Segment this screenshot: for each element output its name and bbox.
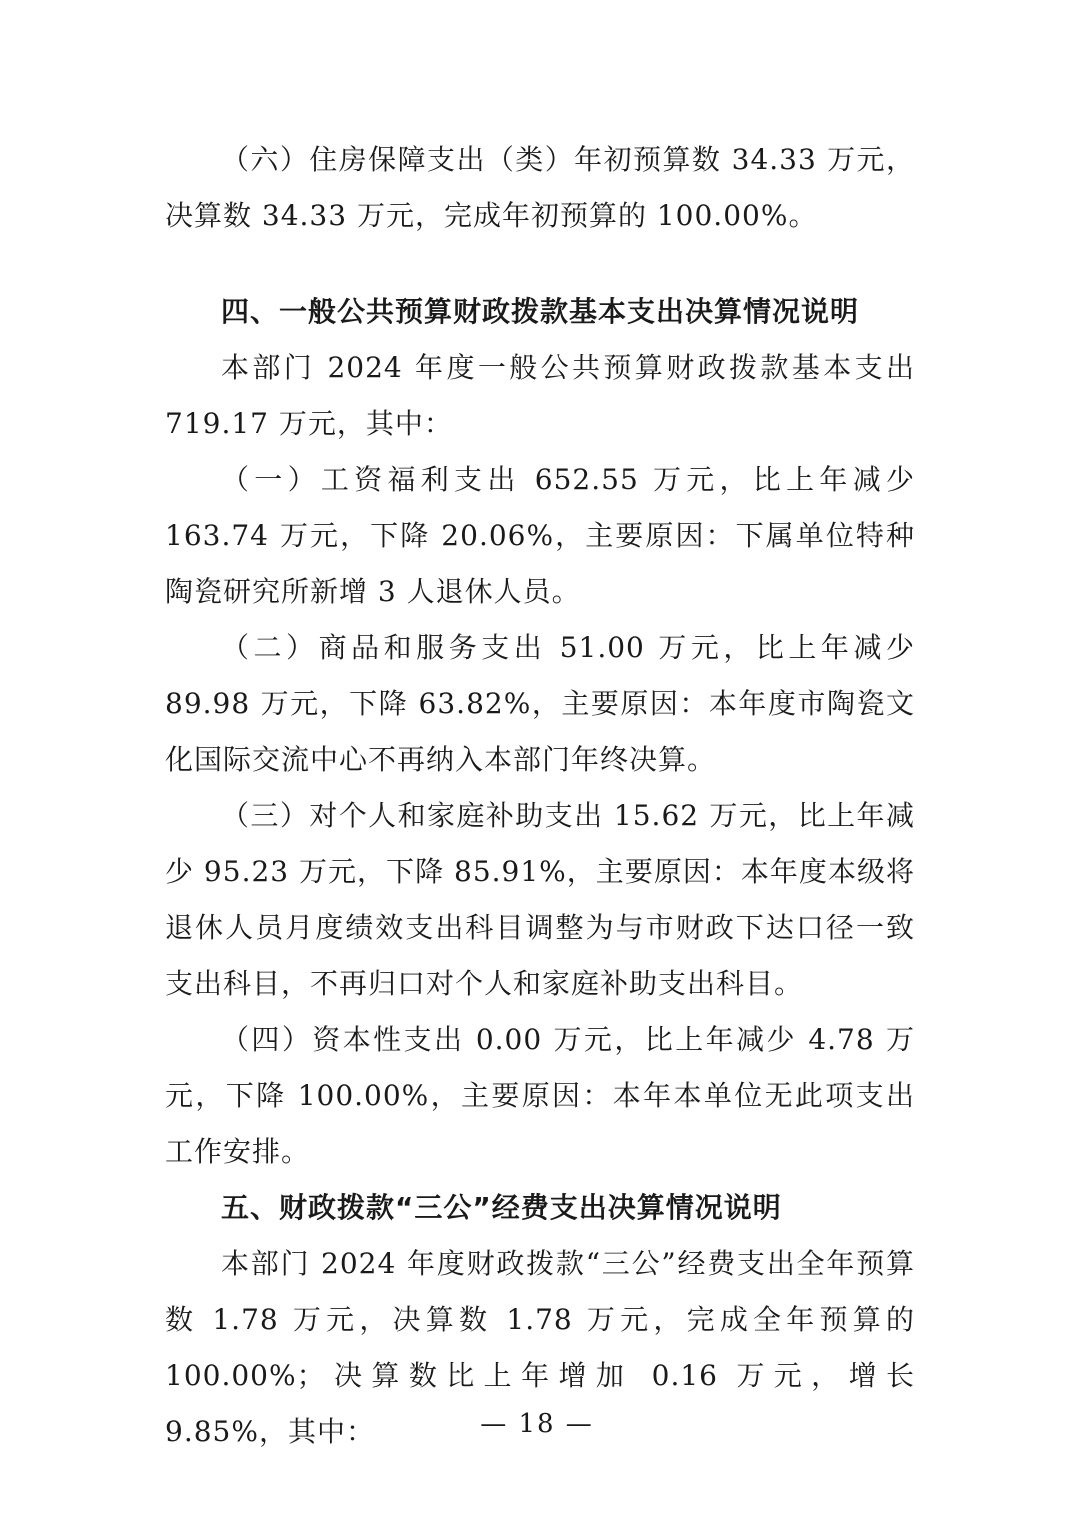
section-heading-5: 五、财政拨款“三公”经费支出决算情况说明 — [221, 1191, 782, 1224]
section-gap — [165, 244, 915, 284]
paragraph-section4-intro: 本部门 2024 年度一般公共预算财政拨款基本支出 719.17 万元，其中： — [165, 351, 915, 440]
document-body — [165, 132, 915, 1460]
page-number: — 18 — — [480, 1409, 594, 1439]
paragraph-goods-services: （二）商品和服务支出 51.00 万元，比上年减少 89.98 万元，下降 63.82%，主要原因：本年度市陶瓷文化国际交流中心不再纳入本部门年终决算。 — [165, 631, 915, 776]
paragraph-household-subsidy: （三）对个人和家庭补助支出 15.62 万元，比上年减少 95.23 万元，下降 85.91%，主要原因：本年度本级将退休人员月度绩效支出科目调整为与市财政下达口径一致支出科目，不再归口对个人和家庭补助支出科目。 — [165, 799, 915, 1000]
paragraph-capital-expenditure: （四）资本性支出 0.00 万元，比上年减少 4.78 万元，下降 100.00%，主要原因：本年本单位无此项支出工作安排。 — [165, 1023, 915, 1168]
paragraph-wage-welfare: （一）工资福利支出 652.55 万元，比上年减少 163.74 万元，下降 20.06%，主要原因：下属单位特种陶瓷研究所新增 3 人退休人员。 — [165, 463, 915, 608]
paragraph-section5-intro: 本部门 2024 年度财政拨款“三公”经费支出全年预算数 1.78 万元，决算数 1.78 万元，完成全年预算的 100.00%；决算数比上年增加 0.16 万元，增长 9.85%，其中： — [165, 1247, 915, 1448]
paragraph-housing-expenditure: （六）住房保障支出（类）年初预算数 34.33 万元，决算数 34.33 万元，完成年初预算的 100.00%。 — [165, 143, 915, 232]
section-heading-4: 四、一般公共预算财政拨款基本支出决算情况说明 — [221, 295, 860, 328]
